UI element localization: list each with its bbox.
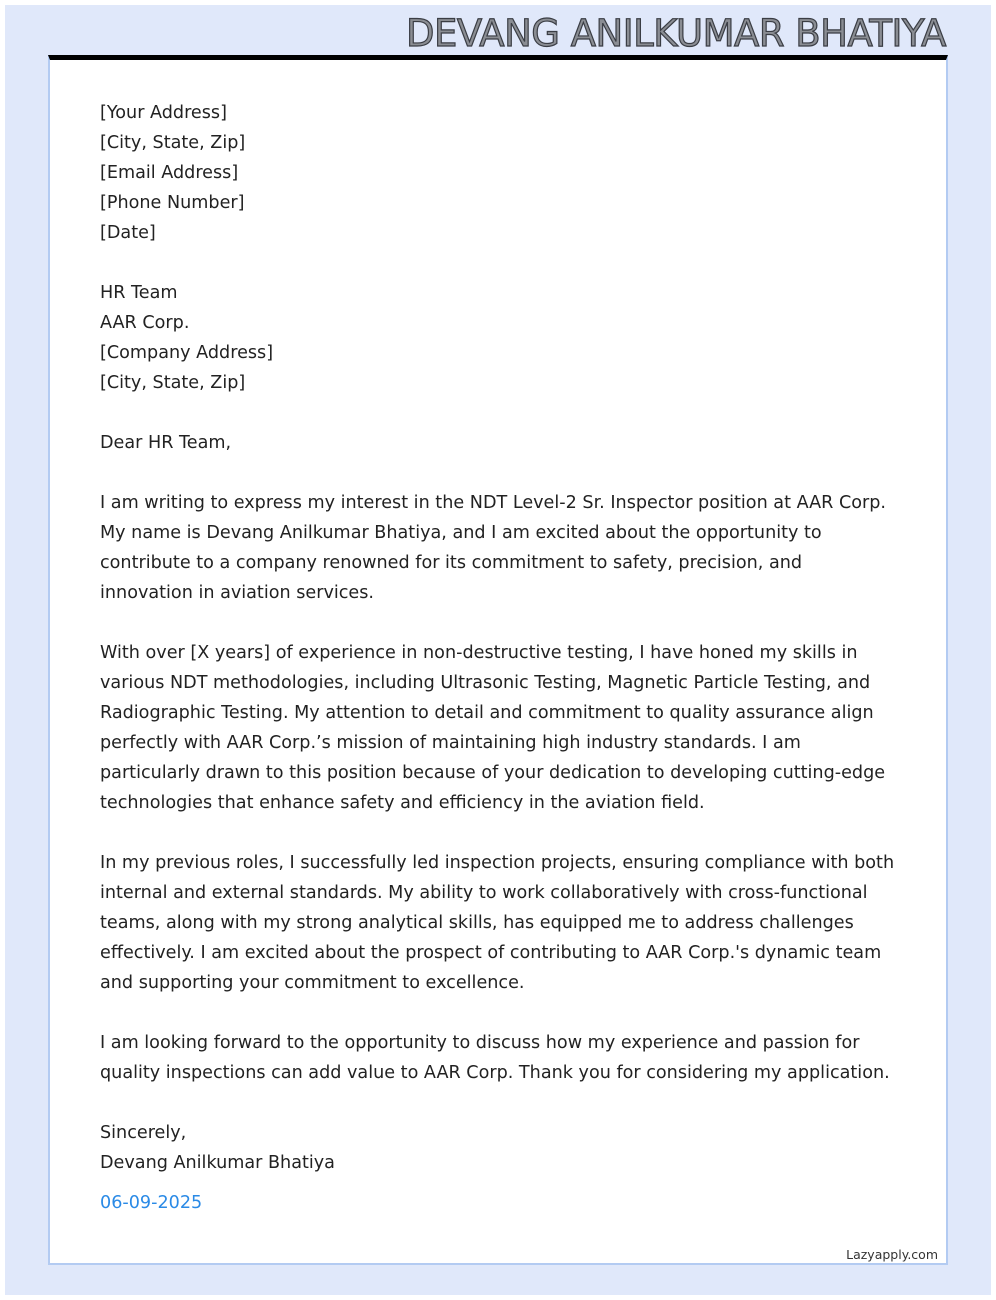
- sender-block: [100, 98, 900, 248]
- footer-brand: Lazyapply.com: [846, 1247, 938, 1262]
- paragraph-line: I am writing to express my interest in the NDT Level-2 Sr. Inspector position at AAR Corp.: [100, 493, 887, 513]
- recipient-name: HR Team: [100, 283, 178, 303]
- spacer: [100, 458, 900, 488]
- sender-address: [Your Address]: [100, 103, 227, 123]
- recipient-block: [100, 278, 900, 398]
- paragraph-line: particularly drawn to this position because of your dedication to developing cutting-edge: [100, 763, 886, 783]
- sender-phone: [Phone Number]: [100, 193, 245, 213]
- spacer: [100, 398, 900, 428]
- spacer: [100, 998, 900, 1028]
- spacer: [100, 248, 900, 278]
- paragraph-experience: [100, 638, 900, 818]
- paragraph-line: innovation in aviation services.: [100, 583, 375, 603]
- paragraph-line: quality inspections can add value to AAR Corp. Thank you for considering my application.: [100, 1063, 890, 1083]
- applicant-name-header: DEVANG ANILKUMAR BHATIYA: [405, 12, 946, 55]
- cover-letter-card: [48, 55, 948, 1265]
- letter-body: [100, 98, 900, 1218]
- recipient-company: AAR Corp.: [100, 313, 190, 333]
- valediction: Sincerely,: [100, 1123, 187, 1143]
- paragraph-line: My name is Devang Anilkumar Bhatiya, and I am excited about the opportunity to: [100, 523, 822, 543]
- spacer: [100, 818, 900, 848]
- paragraph-line: perfectly with AAR Corp.’s mission of maintaining high industry standards. I am: [100, 733, 801, 753]
- letter-date: 06-09-2025: [100, 1193, 203, 1213]
- recipient-city-state-zip: [City, State, Zip]: [100, 373, 246, 393]
- paragraph-line: technologies that enhance safety and efficiency in the aviation field.: [100, 793, 705, 813]
- paragraph-line: With over [X years] of experience in non-destructive testing, I have honed my skills in: [100, 643, 858, 663]
- salutation: Dear HR Team,: [100, 433, 232, 453]
- paragraph-line: and supporting your commitment to excellence.: [100, 973, 525, 993]
- paragraph-line: various NDT methodologies, including Ultrasonic Testing, Magnetic Particle Testing, and: [100, 673, 871, 693]
- paragraph-line: contribute to a company renowned for its commitment to safety, precision, and: [100, 553, 803, 573]
- paragraph-line: internal and external standards. My ability to work collaboratively with cross-functional: [100, 883, 868, 903]
- sender-email: [Email Address]: [100, 163, 239, 183]
- sender-date: [Date]: [100, 223, 156, 243]
- sender-city-state-zip: [City, State, Zip]: [100, 133, 246, 153]
- paragraph-line: I am looking forward to the opportunity to discuss how my experience and passion for: [100, 1033, 860, 1053]
- paragraph-intro: [100, 488, 900, 608]
- paragraph-closing: [100, 1028, 900, 1088]
- spacer: [100, 1088, 900, 1118]
- paragraph-line: teams, along with my strong analytical skills, has equipped me to address challenges: [100, 913, 854, 933]
- paragraph-previous-roles: [100, 848, 900, 998]
- paragraph-line: Radiographic Testing. My attention to detail and commitment to quality assurance align: [100, 703, 874, 723]
- signature-block: [100, 1118, 900, 1218]
- signature-name: Devang Anilkumar Bhatiya: [100, 1153, 335, 1173]
- recipient-address: [Company Address]: [100, 343, 274, 363]
- spacer: [100, 608, 900, 638]
- paragraph-line: effectively. I am excited about the prospect of contributing to AAR Corp.'s dynamic team: [100, 943, 882, 963]
- paragraph-line: In my previous roles, I successfully led inspection projects, ensuring compliance with both: [100, 853, 895, 873]
